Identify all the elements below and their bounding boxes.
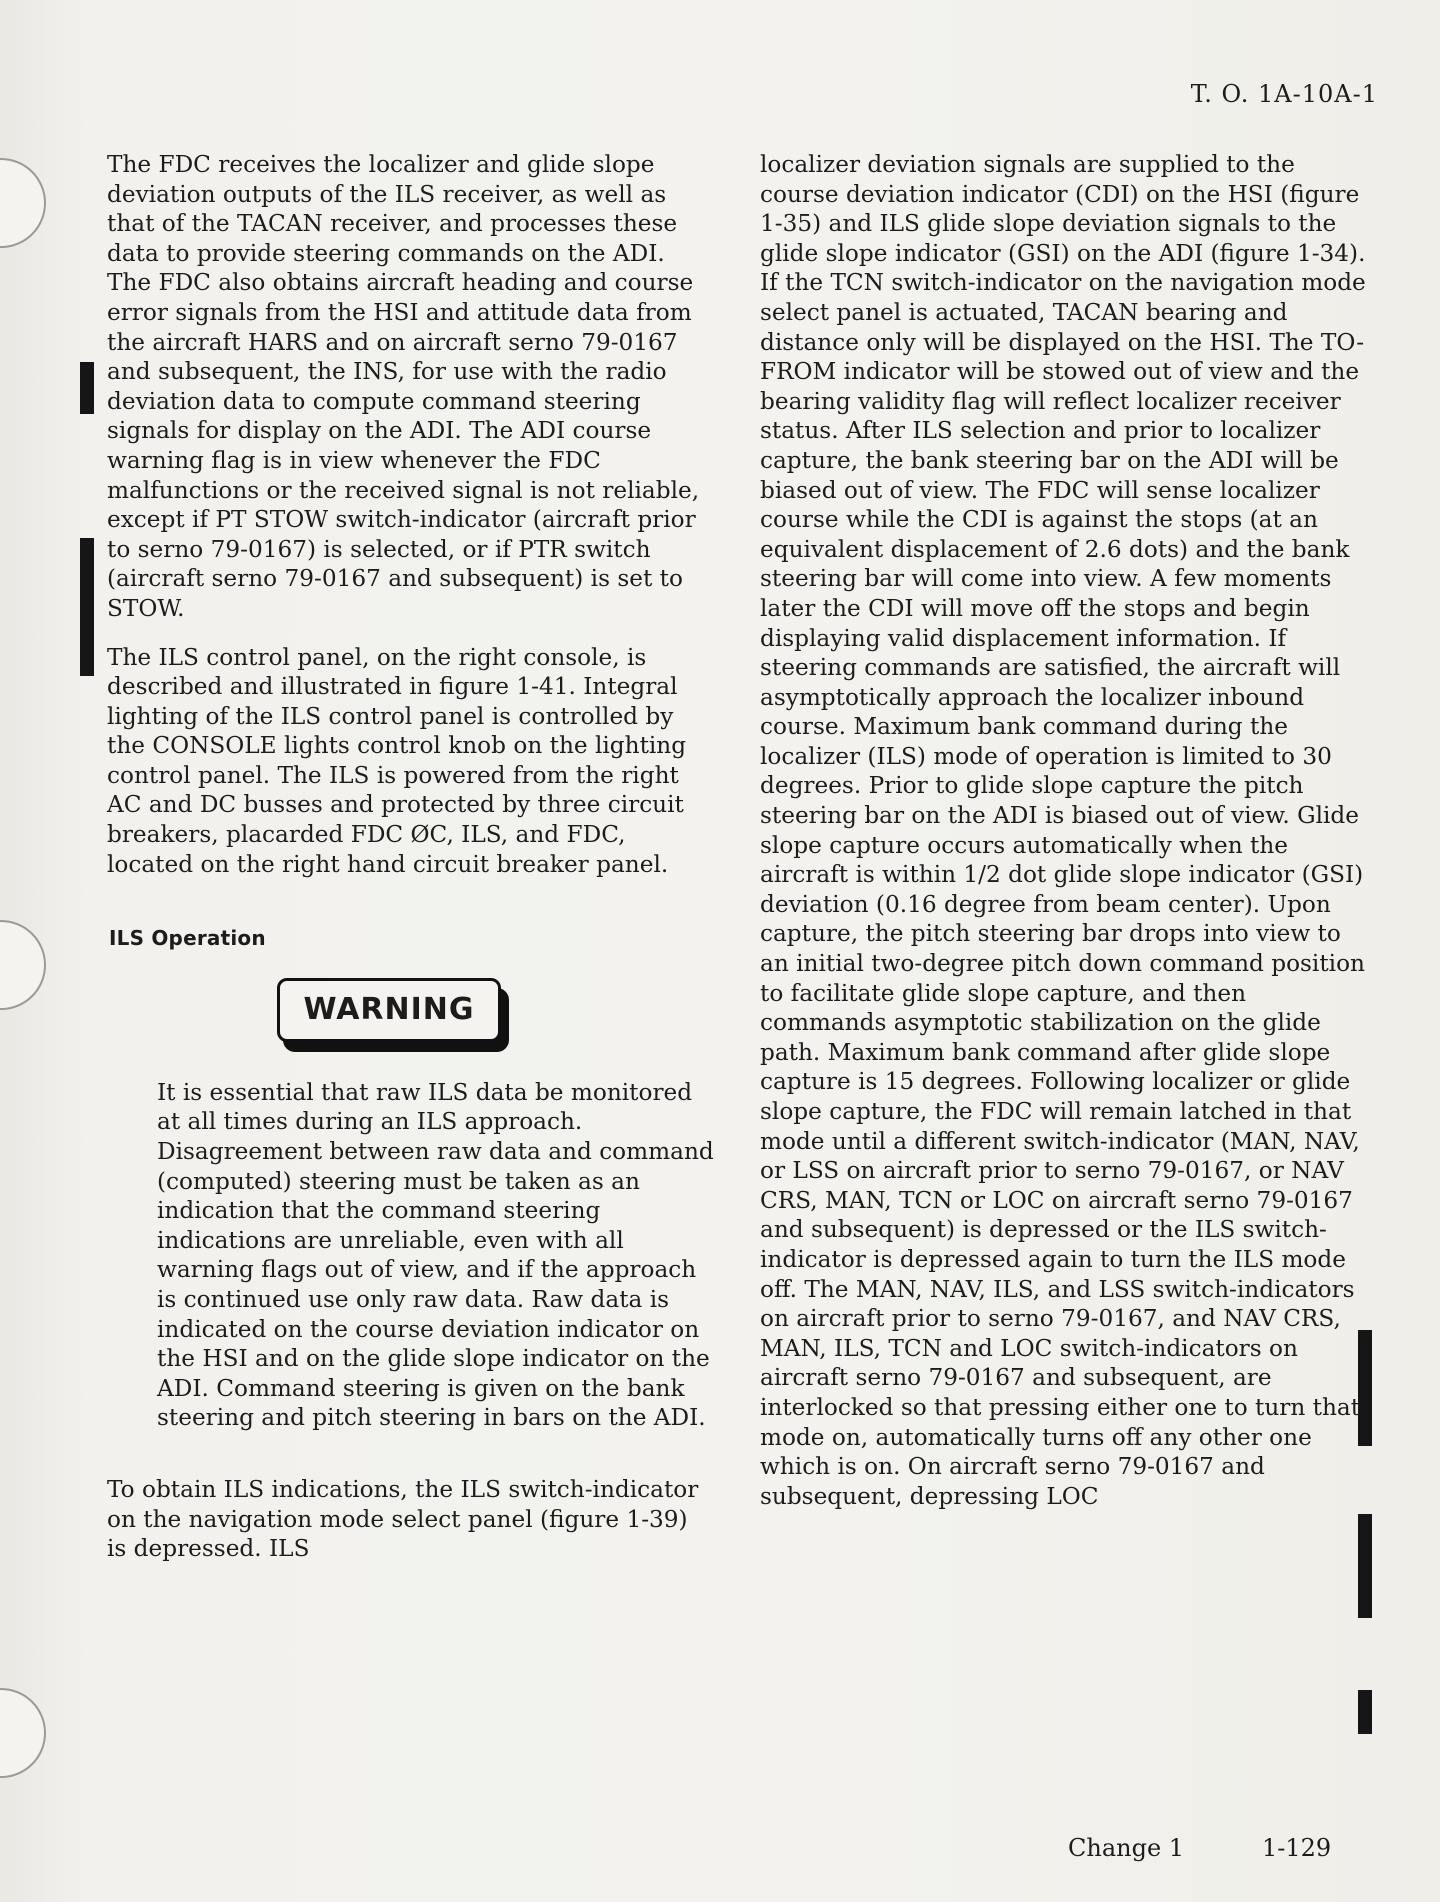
change-bar-left-2 <box>80 538 94 676</box>
change-number: Change 1 <box>1068 1834 1185 1862</box>
ils-operation-heading: ILS Operation <box>109 926 266 951</box>
warning-box <box>277 978 511 1052</box>
localizer-deviation-paragraph: localizer deviation signals are supplied to the course deviation indicator (CDI) on the HSI (figure 1-35) and ILS glide slope deviation signals to the glide slope indicator (GSI) on the ADI (figure 1-34). If the TCN switch-indicator on the navigation mode select panel is actuated, TACAN bearing and distance only will be displayed on the HSI. The TO-FROM indicator will be stowed out of view and the bearing validity flag will reflect localizer receiver status. After ILS selection and prior to localizer capture, the bank steering bar on the ADI will be biased out of view. The FDC will sense localizer course while the CDI is against the stops (at an equivalent displacement of 2.6 dots) and the bank steering bar will come into view. A few moments later the CDI will move off the stops and begin displaying valid displacement information. If steering commands are satisfied, the aircraft will asymptotically approach the localizer inbound course. Maximum bank command during the localizer (ILS) mode of operation is limited to 30 degrees. Prior to glide slope capture the pitch steering bar on the ADI is biased out of view. Glide slope capture occurs automatically when the aircraft is within 1/2 dot glide slope indicator (GSI) deviation (0.16 degree from beam center). Upon capture, the pitch steering bar drops into view to an initial two-degree pitch down command position to facilitate glide slope capture, and then commands asymptotic stabilization on the glide path. Maximum bank command after glide slope capture is 15 degrees. Following localizer or glide slope capture, the FDC will remain latched in that mode until a different switch-indicator (MAN, NAV, or LSS on aircraft prior to serno 79-0167, or NAV CRS, MAN, TCN or LOC on aircraft serno 79-0167 and subsequent) is depressed or the ILS switch-indicator is depressed again to turn the ILS mode off. The MAN, NAV, ILS, and LSS switch-indicators on aircraft prior to serno 79-0167, and NAV CRS, MAN, ILS, TCN and LOC switch-indicators on aircraft serno 79-0167 and subsequent, are interlocked so that pressing either one to turn that mode on, automatically turns off any other one which is on. On aircraft serno 79-0167 and subsequent, depressing LOC <box>760 151 1366 1510</box>
ils-indications-paragraph: To obtain ILS indications, the ILS switch-indicator on the navigation mode select panel (figure 1-39) is depressed. ILS <box>107 1475 699 1563</box>
right-column <box>760 150 1370 1511</box>
warning-label: WARNING <box>277 978 501 1042</box>
left-column <box>107 150 714 1583</box>
change-bar-right-3 <box>1358 1690 1372 1734</box>
change-bar-right-2 <box>1358 1514 1372 1618</box>
page-number: 1-129 <box>1262 1834 1332 1862</box>
change-bar-left-1 <box>80 362 94 414</box>
fdc-description-paragraph: The FDC receives the localizer and glide slope deviation outputs of the ILS receiver, as well as that of the TACAN receiver, and processes these data to provide steering commands on the ADI. The FDC also obtains aircraft heading and course error signals from the HSI and attitude data from the aircraft HARS and on aircraft serno 79-0167 and subsequent, the INS, for use with the radio deviation data to compute command steering signals for display on the ADI. The ADI course warning flag is in view whenever the FDC malfunctions or the received signal is not reliable, except if PT STOW switch-indicator (aircraft prior to serno 79-0167) is selected, or if PTR switch (aircraft serno 79-0167 and subsequent) is set to STOW. <box>107 151 700 622</box>
warning-text: It is essential that raw ILS data be monitored at all times during an ILS approach. Disagreement between raw data and command (computed) steering must be taken as an indication that the command steering indications are unreliable, even with all warning flags out of view, and if the approach is continued use only raw data. Raw data is indicated on the course deviation indicator on the HSI and on the glide slope indicator on the ADI. Command steering is given on the bank steering and pitch steering in bars on the ADI. <box>157 1078 714 1432</box>
tech-order-number: T. O. 1A-10A-1 <box>1190 80 1378 108</box>
ils-control-panel-paragraph: The ILS control panel, on the right console, is described and illustrated in figure 1-41. Integral lighting of the ILS control panel is controlled by the CONSOLE lights control knob on the lighting control panel. The ILS is powered from the right AC and DC busses and protected by three circuit breakers, placarded FDC ØC, ILS, and FDC, located on the right hand circuit breaker panel. <box>107 643 687 878</box>
